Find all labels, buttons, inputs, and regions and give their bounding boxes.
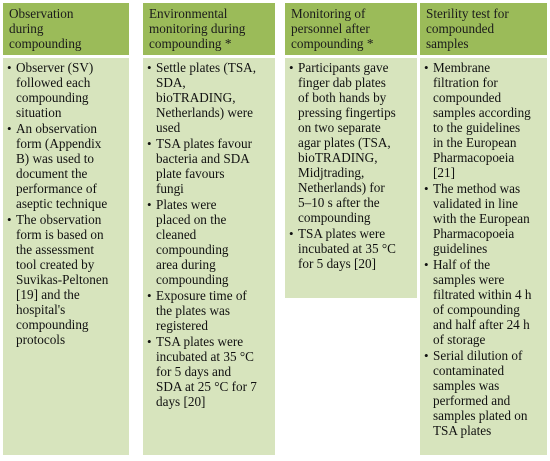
bullet-line: area during: [156, 257, 216, 272]
bullet-line: • An observation: [16, 121, 97, 136]
bullet-line: filtration for: [433, 75, 498, 90]
bullet-line: SDA at 25 °C for 7: [156, 379, 257, 394]
bullet-line: aseptic technique: [16, 196, 108, 211]
bullet-line: performance of: [16, 181, 97, 196]
header-line: Monitoring of: [291, 6, 366, 21]
bullet-line: samples were: [433, 272, 505, 287]
bullet-line: [19] and the: [16, 287, 80, 302]
bullet-line: • Membrane: [433, 60, 491, 75]
header-line: Observation: [9, 6, 74, 21]
bullet-line: used: [156, 120, 181, 135]
bullet-line: validated in line: [433, 196, 518, 211]
header-line: monitoring during: [149, 21, 246, 36]
column-body: [285, 58, 417, 298]
header-line: personnel after: [291, 21, 370, 36]
bullet-line: B) was used to: [16, 151, 95, 166]
bullet-line: bioTRADING,: [156, 90, 236, 105]
bullet-line: compounding: [156, 272, 229, 287]
bullet-line: SDA,: [156, 75, 186, 90]
bullet-line: • Exposure time of: [156, 288, 247, 303]
bullet-line: hospital's: [16, 302, 66, 317]
bullet-line: contaminated: [433, 363, 505, 378]
column-header: [420, 3, 547, 55]
bullet-item: [147, 288, 271, 333]
bullet-item: [147, 60, 271, 135]
bullet-line: pressing fingertips: [298, 105, 396, 120]
bullet-item: [147, 197, 271, 287]
bullet-line: on two separate: [298, 120, 381, 135]
bullet-line: [21]: [433, 165, 455, 180]
bullet-line: of storage: [433, 332, 486, 347]
bullet-line: form is based on: [16, 227, 104, 242]
bullet-line: in the European: [433, 135, 517, 150]
bullet-item: [7, 60, 125, 120]
header-line: compounded: [426, 21, 495, 36]
bullet-line: Netherlands) for: [298, 180, 385, 195]
bullet-line: 5–10 s after the: [298, 195, 380, 210]
column-header: [285, 3, 417, 55]
bullet-line: compounding: [298, 210, 371, 225]
bullet-line: form (Appendix: [16, 136, 102, 151]
bullet-line: • The observation: [16, 212, 102, 227]
bullet-line: • Participants gave: [298, 60, 389, 75]
bullet-line: days [20]: [156, 394, 206, 409]
bullet-line: and half after 24 h: [433, 317, 530, 332]
bullet-line: • TSA plates were: [298, 226, 386, 241]
bullet-line: of both hands by: [298, 90, 387, 105]
bullet-item: [424, 60, 543, 180]
bullet-line: plate favours: [156, 166, 225, 181]
bullet-line: to the guidelines: [433, 120, 521, 135]
bullet-line: Midjtrading,: [298, 165, 365, 180]
bullet-line: Pharmacopoeia: [433, 150, 515, 165]
bullet-item: [289, 60, 413, 225]
bullet-line: samples plated on: [433, 408, 528, 423]
header-line: compounding: [9, 36, 82, 51]
bullet-item: [424, 181, 543, 256]
header-line: Environmental: [149, 6, 228, 21]
bullet-line: the plates was: [156, 303, 230, 318]
column-personnel-monitoring: [285, 3, 417, 298]
bullet-line: • Observer (SV): [16, 60, 94, 75]
bullet-line: • TSA plates favour: [156, 136, 252, 151]
bullet-line: compounding: [16, 90, 89, 105]
header-line: samples: [426, 36, 469, 51]
bullet-line: Netherlands) were: [156, 105, 254, 120]
bullet-line: finger dab plates: [298, 75, 386, 90]
bullet-item: [7, 212, 125, 347]
bullet-line: • Plates were: [156, 197, 217, 212]
header-line: compounding *: [291, 36, 374, 51]
bullet-line: tool created by: [16, 257, 95, 272]
column-body: [143, 58, 275, 455]
bullet-line: incubated at 35 °C: [298, 241, 396, 256]
bullet-line: situation: [16, 105, 62, 120]
bullet-line: cleaned: [156, 227, 197, 242]
bullet-line: • TSA plates were: [156, 334, 244, 349]
bullet-line: bioTRADING,: [298, 150, 378, 165]
bullet-line: compounding: [16, 317, 89, 332]
bullet-line: Suvikas-Peltonen: [16, 272, 109, 287]
bullet-line: performed and: [433, 393, 511, 408]
bullet-line: • Serial dilution of: [433, 348, 523, 363]
bullet-line: • The method was: [433, 181, 521, 196]
bullet-line: followed each: [16, 75, 91, 90]
bullet-item: [7, 121, 125, 211]
bullet-item: [147, 136, 271, 196]
column-header: [3, 3, 129, 55]
bullet-item: [424, 348, 543, 438]
bullet-line: compounded: [433, 90, 502, 105]
header-line: during: [9, 21, 44, 36]
bullet-line: agar plates (TSA,: [298, 135, 391, 150]
bullet-item: [147, 334, 271, 409]
bullet-line: guidelines: [433, 241, 488, 256]
bullet-line: for 5 days [20]: [298, 256, 377, 271]
bullet-line: placed on the: [156, 212, 227, 227]
bullet-line: registered: [156, 318, 208, 333]
bullet-line: Pharmacopoeia: [433, 226, 515, 241]
column-body: [420, 58, 547, 455]
bullet-item: [424, 257, 543, 347]
bullet-line: fungi: [156, 181, 184, 196]
column-body: [3, 58, 129, 455]
bullet-line: incubated at 35 °C: [156, 349, 254, 364]
header-line: Sterility test for: [426, 6, 509, 21]
bullet-line: samples was: [433, 378, 500, 393]
bullet-line: compounding: [156, 242, 229, 257]
column-header: [143, 3, 275, 55]
bullet-line: TSA plates: [433, 423, 492, 438]
header-line: compounding *: [149, 36, 232, 51]
bullet-line: protocols: [16, 332, 66, 347]
column-sterility-test: [420, 3, 547, 455]
bullet-line: the assessment: [16, 242, 95, 257]
column-observation: [3, 3, 129, 455]
bullet-line: for 5 days and: [156, 364, 232, 379]
bullet-line: filtrated within 4 h: [433, 287, 532, 302]
bullet-line: samples according: [433, 105, 531, 120]
bullet-line: bacteria and SDA: [156, 151, 250, 166]
bullet-line: with the European: [433, 211, 530, 226]
bullet-line: • Half of the: [433, 257, 491, 272]
bullet-line: • Settle plates (TSA,: [156, 60, 256, 75]
bullet-item: [289, 226, 413, 271]
column-environmental-monitoring: [143, 3, 275, 455]
bullet-line: document the: [16, 166, 88, 181]
bullet-line: of compounding: [433, 302, 520, 317]
